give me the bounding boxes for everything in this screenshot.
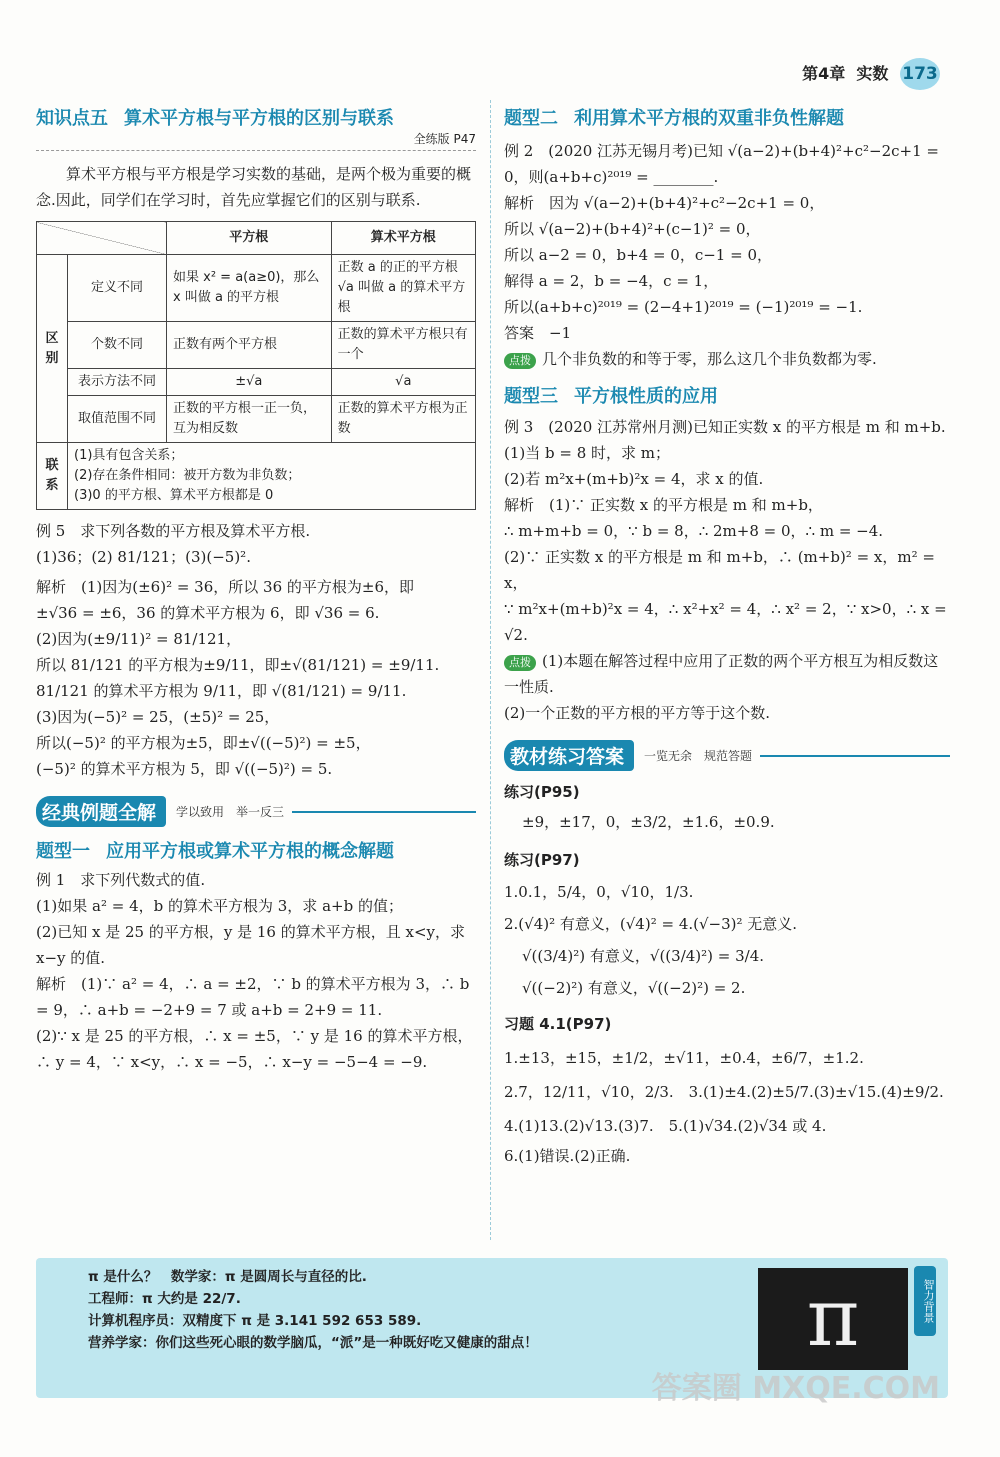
solution-line: 81/121 的算术平方根为 9/11，即 √(81/121) = 9/11. xyxy=(36,682,407,700)
example-line: 所以(a+b+c)²⁰¹⁹ = (2−4+1)²⁰¹⁹ = (−1)²⁰¹⁹ = −1. xyxy=(504,298,863,316)
cell: 正数的平方根一正一负，互为相反数 xyxy=(167,396,332,443)
cell: 正数有两个平方根 xyxy=(167,322,332,369)
cell: 正数的算术平方根只有一个 xyxy=(331,322,475,369)
example-5-items: (1)36；(2) 81/121；(3)(−5)². xyxy=(36,548,251,566)
solution-line: ±√36 = ±6，36 的算术平方根为 6，即 √36 = 6. xyxy=(36,604,380,622)
chapter-label: 第4章 xyxy=(802,64,846,83)
page-number: 173 xyxy=(900,58,940,90)
type-2-title xyxy=(504,104,950,130)
example-2 xyxy=(504,138,950,346)
banner-title: 教材练习答案 xyxy=(504,740,634,771)
example-line: ∴ m+m+b = 0，∵ b = 8，∴ 2m+8 = 0，∴ m = −4. xyxy=(504,522,884,540)
group-label-link: 联系 xyxy=(37,443,68,510)
group-label-difference: 区别 xyxy=(37,255,68,443)
table-corner xyxy=(37,222,167,255)
banner-rule xyxy=(292,811,476,813)
tip-badge: 点拨 xyxy=(504,655,536,671)
chapter-title: 实数 xyxy=(856,64,889,83)
tip-text: (1)本题在解答过程中应用了正数的两个平方根互为相反数这一性质. xyxy=(504,652,939,696)
table-row xyxy=(37,255,476,322)
row-label: 表示方法不同 xyxy=(68,369,167,396)
answer-heading: 练习(P95) xyxy=(504,783,580,801)
table-row xyxy=(37,396,476,443)
example-line: (2)若 m²x+(m+b)²x = 4，求 x 的值. xyxy=(504,470,764,488)
example-line: (2)∵ x 是 25 的平方根，∴ x = ±5，∵ y 是 16 的算术平方根，∴ y = 4，∵ x<y，∴ x = −5，∴ x−y = −5−4 = −9. xyxy=(36,1027,473,1071)
banner-rule xyxy=(760,755,950,757)
answer-line: 2.(√4)² 有意义，(√4)² = 4.(√−3)² 无意义. xyxy=(504,915,798,933)
cell: 正数的算术平方根为正数 xyxy=(331,396,475,443)
example-line: (2)已知 x 是 25 的平方根，y 是 16 的算术平方根，且 x<y，求 x−y 的值. xyxy=(36,923,466,967)
type-number: 题型一 xyxy=(36,841,90,862)
row-label: 定义不同 xyxy=(68,255,167,322)
watermark: 答案圈 MXQE.COM xyxy=(651,1371,940,1406)
joke-line: 计算机程序员：双精度下 π 是 3.141 592 653 589. xyxy=(88,1313,422,1329)
cell: 如果 x² = a(a≥0)，那么 x 叫做 a 的平方根 xyxy=(167,255,332,322)
example-3 xyxy=(504,414,950,648)
type-number: 题型二 xyxy=(504,108,558,129)
answer-heading: 习题 4.1(P97) xyxy=(504,1015,612,1033)
comparison-table xyxy=(36,221,476,510)
type-3-title xyxy=(504,382,950,408)
tip-text: 几个非负数的和等于零，那么这几个非负数都为零. xyxy=(542,350,877,368)
example-line: 解得 a = 2，b = −4，c = 1， xyxy=(504,272,719,290)
row-label: 个数不同 xyxy=(68,322,167,369)
table-row xyxy=(37,369,476,396)
example-line: 例 1 求下列代数式的值. xyxy=(36,871,206,889)
solution-line: 解析 (1)因为(±6)² = 36，所以 36 的平方根为±6，即 xyxy=(36,578,415,596)
table-row xyxy=(37,322,476,369)
tip-3 xyxy=(504,648,950,700)
answers-exercise-4-1 xyxy=(504,1011,950,1169)
section-number: 知识点五 xyxy=(36,108,108,129)
side-tag: 智力背景 xyxy=(914,1266,936,1336)
answer-line: 4.(1)13.(2)√13.(3)7. 5.(1)√34.(2)√34 或 4. xyxy=(504,1117,827,1135)
joke-line: 营养学家：你们这些死心眼的数学脑瓜，“派”是一种既好吃又健康的甜点！ xyxy=(88,1335,538,1351)
joke-line: 工程师：π 大约是 22/7. xyxy=(88,1291,241,1307)
solution-line: (−5)² 的算术平方根为 5，即 √((−5)²) = 5. xyxy=(36,760,333,778)
type-name: 平方根性质的应用 xyxy=(574,386,718,407)
example-1 xyxy=(36,867,476,1075)
example-line: ∵ m²x+(m+b)²x = 4，∴ x²+x² = 4，∴ x² = 2，∵ x>0，∴ x = √2. xyxy=(504,600,947,644)
example-line: 例 2 (2020 江苏无锡月考)已知 √(a−2)+(b+4)²+c²−2c+1 = 0，则(a+b+c)²⁰¹⁹ = ________. xyxy=(504,142,939,186)
example-5-title: 例 5 求下列各数的平方根及算术平方根. xyxy=(36,522,311,540)
example-line: 解析 (1)∵ 正实数 x 的平方根是 m 和 m+b， xyxy=(504,496,823,514)
link-item: (1)具有包含关系； xyxy=(74,448,184,463)
example-line: (1)如果 a² = 4，b 的算术平方根为 3，求 a+b 的值； xyxy=(36,897,403,915)
joke-line: π 是什么？ 数学家：π 是圆周长与直径的比. xyxy=(88,1269,367,1285)
solution-line: 所以(−5)² 的平方根为±5，即±√((−5)²) = ±5， xyxy=(36,734,371,752)
answer-line: ±9，±17，0，±3/2，±1.6，±0.9. xyxy=(522,813,775,831)
solution-line: (3)因为(−5)² = 25，(±5)² = 25， xyxy=(36,708,280,726)
answer-line: 2.7，12/11，√10，2/3. 3.(1)±4.(2)±5/7.(3)±√15.(4)±9/2. xyxy=(504,1083,944,1101)
example-line: (1)当 b = 8 时，求 m； xyxy=(504,444,671,462)
link-item: (3)0 的平方根、算术平方根都是 0 xyxy=(74,488,274,503)
row-label: 取值范围不同 xyxy=(68,396,167,443)
banner-title: 经典例题全解 xyxy=(36,796,166,827)
type-name: 利用算术平方根的双重非负性解题 xyxy=(574,108,844,129)
left-column xyxy=(36,104,476,1075)
pi-joke-text xyxy=(88,1266,538,1354)
example-5-solution xyxy=(36,574,476,782)
practice-reference: 全练版 P47 xyxy=(36,130,476,151)
answer-line: √((−2)²) 有意义，√((−2)²) = 2. xyxy=(522,979,746,997)
type-number: 题型三 xyxy=(504,386,558,407)
link-item: (2)存在条件相同：被开方数为非负数； xyxy=(74,468,301,483)
section-name: 算术平方根与平方根的区别与联系 xyxy=(124,108,394,129)
example-line: 所以 √(a−2)+(b+4)²+(c−1)² = 0， xyxy=(504,220,761,238)
table-header-arith-root: 算术平方根 xyxy=(331,222,475,255)
cell: ±√a xyxy=(167,369,332,396)
intro-paragraph: 算术平方根与平方根是学习实数的基础，是两个极为重要的概念.因此，同学们在学习时，首先应掌握它们的区别与联系. xyxy=(36,165,472,209)
answers-p97 xyxy=(504,847,950,1001)
example-line: 例 3 (2020 江苏常州月测)已知正实数 x 的平方根是 m 和 m+b. xyxy=(504,418,946,436)
answers-p95 xyxy=(504,779,950,835)
link-cell xyxy=(68,443,476,510)
table-row xyxy=(37,443,476,510)
solution-line: 所以 81/121 的平方根为±9/11，即±√(81/121) = ±9/11. xyxy=(36,656,440,674)
banner-subtitle: 学以致用 举一反三 xyxy=(176,805,285,819)
cell: √a xyxy=(331,369,475,396)
cell: 正数 a 的正的平方根√a 叫做 a 的算术平方根 xyxy=(331,255,475,322)
right-column xyxy=(504,104,950,1169)
answer-line: 1.0.1，5/4，0，√10，1/3. xyxy=(504,883,694,901)
column-divider xyxy=(490,100,491,1240)
example-line: 解析 因为 √(a−2)+(b+4)²+c²−2c+1 = 0， xyxy=(504,194,825,212)
type-1-title xyxy=(36,837,476,863)
tip-text: (2)一个正数的平方根的平方等于这个数. xyxy=(504,704,771,722)
answer-line: √((3/4)²) 有意义，√((3/4)²) = 3/4. xyxy=(522,947,765,965)
answer-line: 6.(1)错误.(2)正确. xyxy=(504,1147,631,1165)
example-line: (2)∵ 正实数 x 的平方根是 m 和 m+b，∴ (m+b)² = x，m² = x， xyxy=(504,548,935,592)
pi-chalkboard-image: π xyxy=(758,1268,908,1370)
classic-examples-banner xyxy=(36,796,476,827)
section-title-5 xyxy=(36,104,476,130)
solution-line: (2)因为(±9/11)² = 81/121， xyxy=(36,630,242,648)
answer-line: 1.±13，±15，±1/2，±√11，±0.4，±6/7，±1.2. xyxy=(504,1049,864,1067)
type-name: 应用平方根或算术平方根的概念解题 xyxy=(106,841,394,862)
example-line: 解析 (1)∵ a² = 4，∴ a = ±2，∵ b 的算术平方根为 3，∴ b = 9，∴ a+b = −2+9 = 7 或 a+b = 2+9 = 11. xyxy=(36,975,470,1019)
textbook-answers-banner xyxy=(504,740,950,771)
banner-subtitle: 一览无余 规范答题 xyxy=(644,749,753,763)
example-line: 所以 a−2 = 0，b+4 = 0，c−1 = 0， xyxy=(504,246,772,264)
answer-line: 答案 −1 xyxy=(504,324,572,342)
table-header-square-root: 平方根 xyxy=(167,222,332,255)
tip-badge: 点拨 xyxy=(504,353,536,369)
page-header xyxy=(802,58,940,90)
tip-2 xyxy=(504,346,950,372)
answer-heading: 练习(P97) xyxy=(504,851,580,869)
